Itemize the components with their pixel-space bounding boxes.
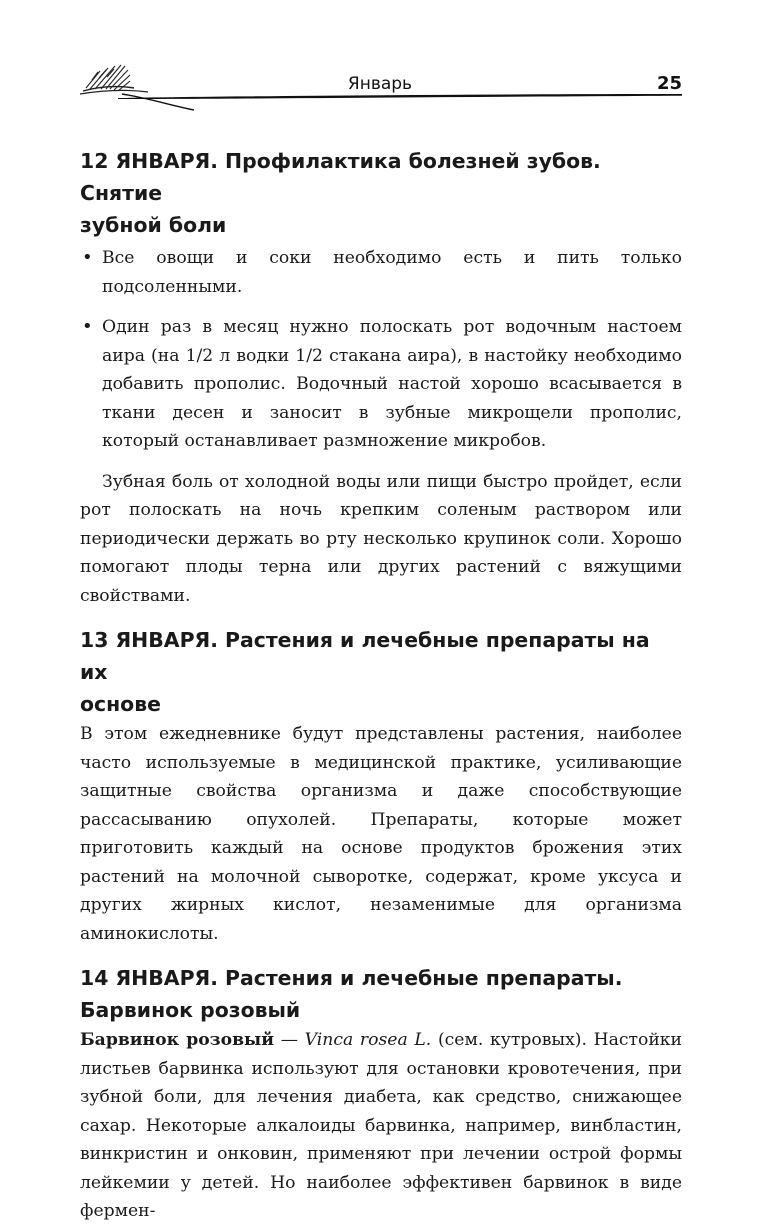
list-item: • Все овощи и соки необходимо есть и пить только подсоленными. — [80, 244, 682, 301]
heading-line: Барвинок розовый — [80, 998, 301, 1022]
page-body — [80, 145, 682, 1226]
heading-line: 14 ЯНВАРЯ. Растения и лечебные препараты. — [80, 966, 623, 990]
body-paragraph — [80, 1026, 682, 1226]
page-number: 25 — [656, 73, 682, 94]
section-heading-jan-13 — [80, 624, 682, 720]
section-heading-jan-14 — [80, 962, 682, 1026]
running-head-title: Январь — [347, 74, 413, 94]
body-paragraph: Зубная боль от холодной воды или пищи быстро пройдет, если рот полоскать на ночь крепким соленым раствором или периодически держать во рту несколько крупинок соли. Хорошо помогают плоды терна или других растений с вяжущими свойствами. — [80, 471, 682, 606]
section-heading-jan-12 — [80, 145, 682, 241]
list-item: • Один раз в месяц нужно полоскать рот водочным настоем аира (на 1/2 л водки 1/2 стакана аира), в настойку необходимо добавить прополис. Водочный настой хорошо всасывается в ткани десен и заносит в зубные микрощели прополис, который останавливает размножение микробов. — [80, 313, 682, 456]
paragraph-text: (сем. кутровых). Настойки листьев барвинка используют для остановки кровотечения, при зубной боли, для лечения диабета, как средство, снижающее сахар. Некоторые алкалоиды барвинка, например, винбластин, винкристин и онковин, применяют при лечении острой формы лейкемии у детей. Но наиболее эффективен барвинок в виде фермен- — [80, 1030, 682, 1221]
heading-line: основе — [80, 692, 161, 716]
latin-name: Vinca rosea L. — [304, 1030, 432, 1050]
body-paragraph: В этом ежедневнике будут представлены растения, наиболее часто используемые в медицинской практике, усиливающие защитные свойства организма и даже способствующие рассасыванию опухолей. Препараты, которые может приготовить каждый на основе продуктов брожения этих растений на молочной сыворотке, содержат, кроме уксуса и других жирных кислот, незаменимые для организма аминокислоты. — [80, 724, 682, 944]
term-bold: Барвинок розовый — [80, 1030, 275, 1050]
bullet-list — [80, 244, 682, 456]
em-dash: — — [274, 1030, 305, 1050]
heading-line: 13 ЯНВАРЯ. Растения и лечебные препараты на их — [80, 628, 650, 684]
heading-line: зубной боли — [80, 213, 227, 237]
running-header — [78, 58, 682, 118]
heading-line: 12 ЯНВАРЯ. Профилактика болезней зубов. Снятие — [80, 149, 601, 205]
